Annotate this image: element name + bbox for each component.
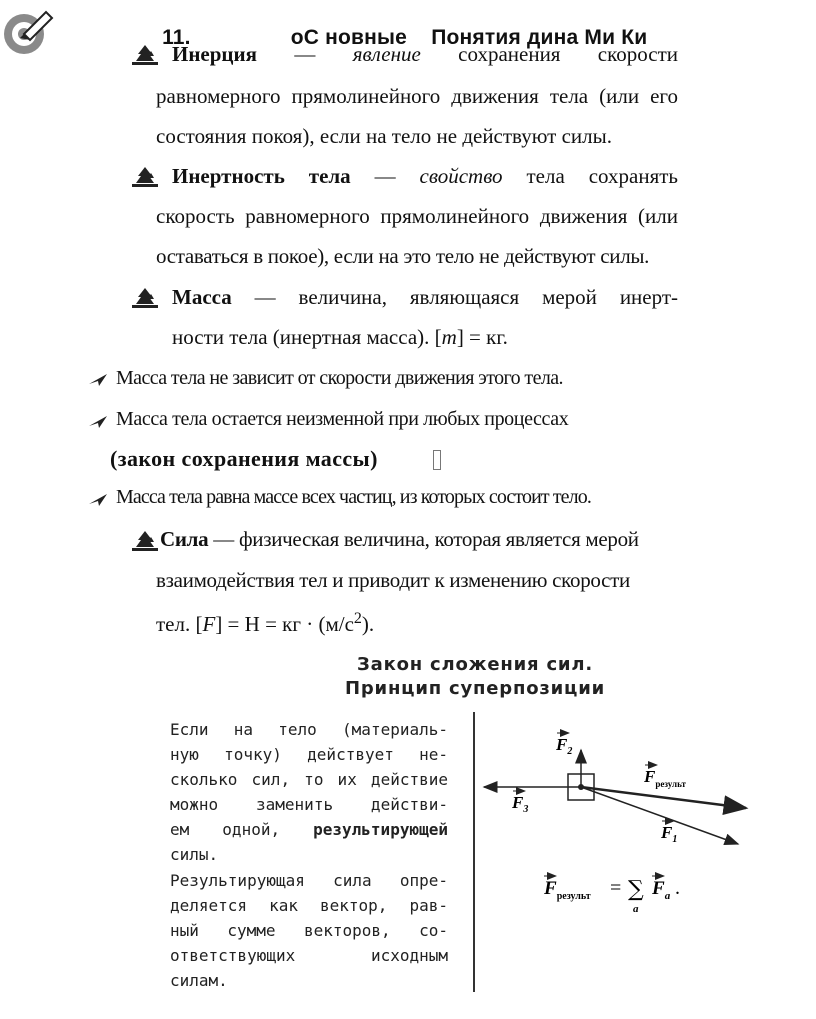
force-term: Сила — [160, 527, 209, 551]
para1-bold: результирующей — [313, 820, 448, 839]
arrow-bullet-icon — [88, 372, 108, 388]
formula-sum: ∑ — [628, 877, 644, 902]
force-line-1 — [160, 527, 639, 552]
force-line3-a: тел. [ — [156, 612, 203, 636]
para1-line — [170, 817, 448, 842]
mass-line2-b: ] = кг. — [456, 325, 508, 349]
mass-line-2 — [172, 325, 508, 350]
inertia-line-1 — [172, 42, 678, 67]
mass-line-1 — [172, 285, 678, 310]
inertia-line-3: состояния покоя), если на тело не действуют силы. — [156, 124, 612, 148]
para2-line: ный сумме векторов, со- — [170, 921, 448, 940]
formula-rhs: $F_a$ — [652, 878, 671, 902]
conservation-law: (закон сохранения массы) — [110, 446, 378, 471]
formula-sum-sub: a — [633, 903, 639, 915]
label-f1: $F_1$ — [661, 823, 678, 845]
section-title-2: Принцип суперпозиции — [344, 678, 606, 699]
force-line-3 — [156, 610, 374, 637]
tree-icon — [132, 287, 158, 309]
para1-line: сколько сил, то их действие — [170, 770, 448, 789]
para2-line: силам. — [170, 971, 228, 990]
force-var: F — [202, 612, 216, 636]
para2-line: ответствующих исходным — [170, 946, 448, 965]
force-resultant-arrow — [581, 787, 746, 808]
inertia-term: Инерция — [172, 42, 257, 66]
arrow-bullet-icon — [88, 492, 108, 508]
force-line-2: взаимодействия тел и приводит к изменению скорости — [156, 568, 630, 592]
para1-text: ем одной, — [170, 820, 281, 839]
formula-lhs: $F_{результ}$ — [544, 878, 591, 902]
application-point — [578, 784, 584, 790]
inertness-line1-rest: тела сохранять — [526, 164, 678, 188]
para1-line: можно заменить действи- — [170, 795, 448, 814]
mass-fact-1: Масса тела не зависит от скорости движения этого тела. — [116, 367, 563, 389]
formula-svg — [540, 872, 700, 922]
para1-line: Если на тело (материаль- — [170, 720, 448, 739]
formula-end: . — [675, 877, 680, 899]
arrow-bullet-icon — [88, 414, 108, 430]
label-f3: $F_3$ — [512, 793, 529, 815]
pen-nib-logo-icon — [2, 8, 56, 56]
tree-icon — [132, 166, 158, 188]
resultant-formula — [540, 872, 700, 928]
inertia-line-2: равномерного прямолинейного движения тела (или его — [156, 84, 678, 108]
para1-line: силы. — [170, 845, 219, 864]
mass-line2-a: ности тела (инертная масса). [ — [172, 325, 442, 349]
inertness-line-1 — [172, 164, 678, 189]
force-diagram — [476, 720, 756, 860]
inertness-term: Инертность тела — [172, 164, 351, 188]
para2-line: Результирующая сила опре- — [170, 871, 448, 890]
inertia-dash: — — [294, 42, 316, 66]
para2-line: деляется как вектор, рав- — [170, 896, 448, 915]
force-line1-rest: — физическая величина, которая является мерой — [208, 527, 639, 551]
header-number: 11. — [162, 26, 191, 49]
inertia-line1-rest: сохранения скорости — [458, 42, 679, 66]
mass-term: Масса — [172, 285, 232, 309]
mass-line1-rest: — величина, являющаяся мерой инерт- — [254, 285, 679, 309]
header-title: оС новные Понятия дина Ми Ки — [290, 26, 648, 49]
force-line3-c: ). — [361, 612, 375, 636]
section-paragraph-1 — [170, 717, 448, 867]
mass-var: m — [441, 325, 457, 349]
tree-icon — [132, 530, 158, 552]
section-paragraph-2 — [170, 868, 448, 993]
inertness-line-3: оставаться в покое), если на это тело не действуют силы. — [156, 244, 650, 268]
column-divider — [473, 712, 475, 992]
para1-line: ную точку) действует не- — [170, 745, 448, 764]
force-line3-b: ] = Н = кг · (м/с — [215, 612, 354, 636]
tree-icon — [132, 44, 158, 66]
mass-fact-3: Масса тела равна массе всех частиц, из которых состоит тело. — [116, 486, 591, 508]
inertness-dash: — — [374, 164, 396, 188]
mass-fact-2: Масса тела остается неизменной при любых процессах — [116, 408, 569, 430]
inertness-line-2: скорость равномерного прямолинейного движения (или — [156, 204, 678, 228]
force-line3-sup: 2 — [353, 610, 362, 627]
inertia-category: явление — [352, 42, 421, 66]
label-f2: $F_2$ — [556, 735, 573, 757]
missing-glyph-box — [433, 450, 441, 470]
inertness-category: свойство — [419, 164, 503, 188]
force-f1-arrow — [581, 787, 738, 844]
label-fres: $F_{результ}$ — [644, 767, 686, 789]
formula-eq: = — [610, 877, 622, 899]
section-title-1: Закон сложения сил. — [357, 654, 593, 675]
